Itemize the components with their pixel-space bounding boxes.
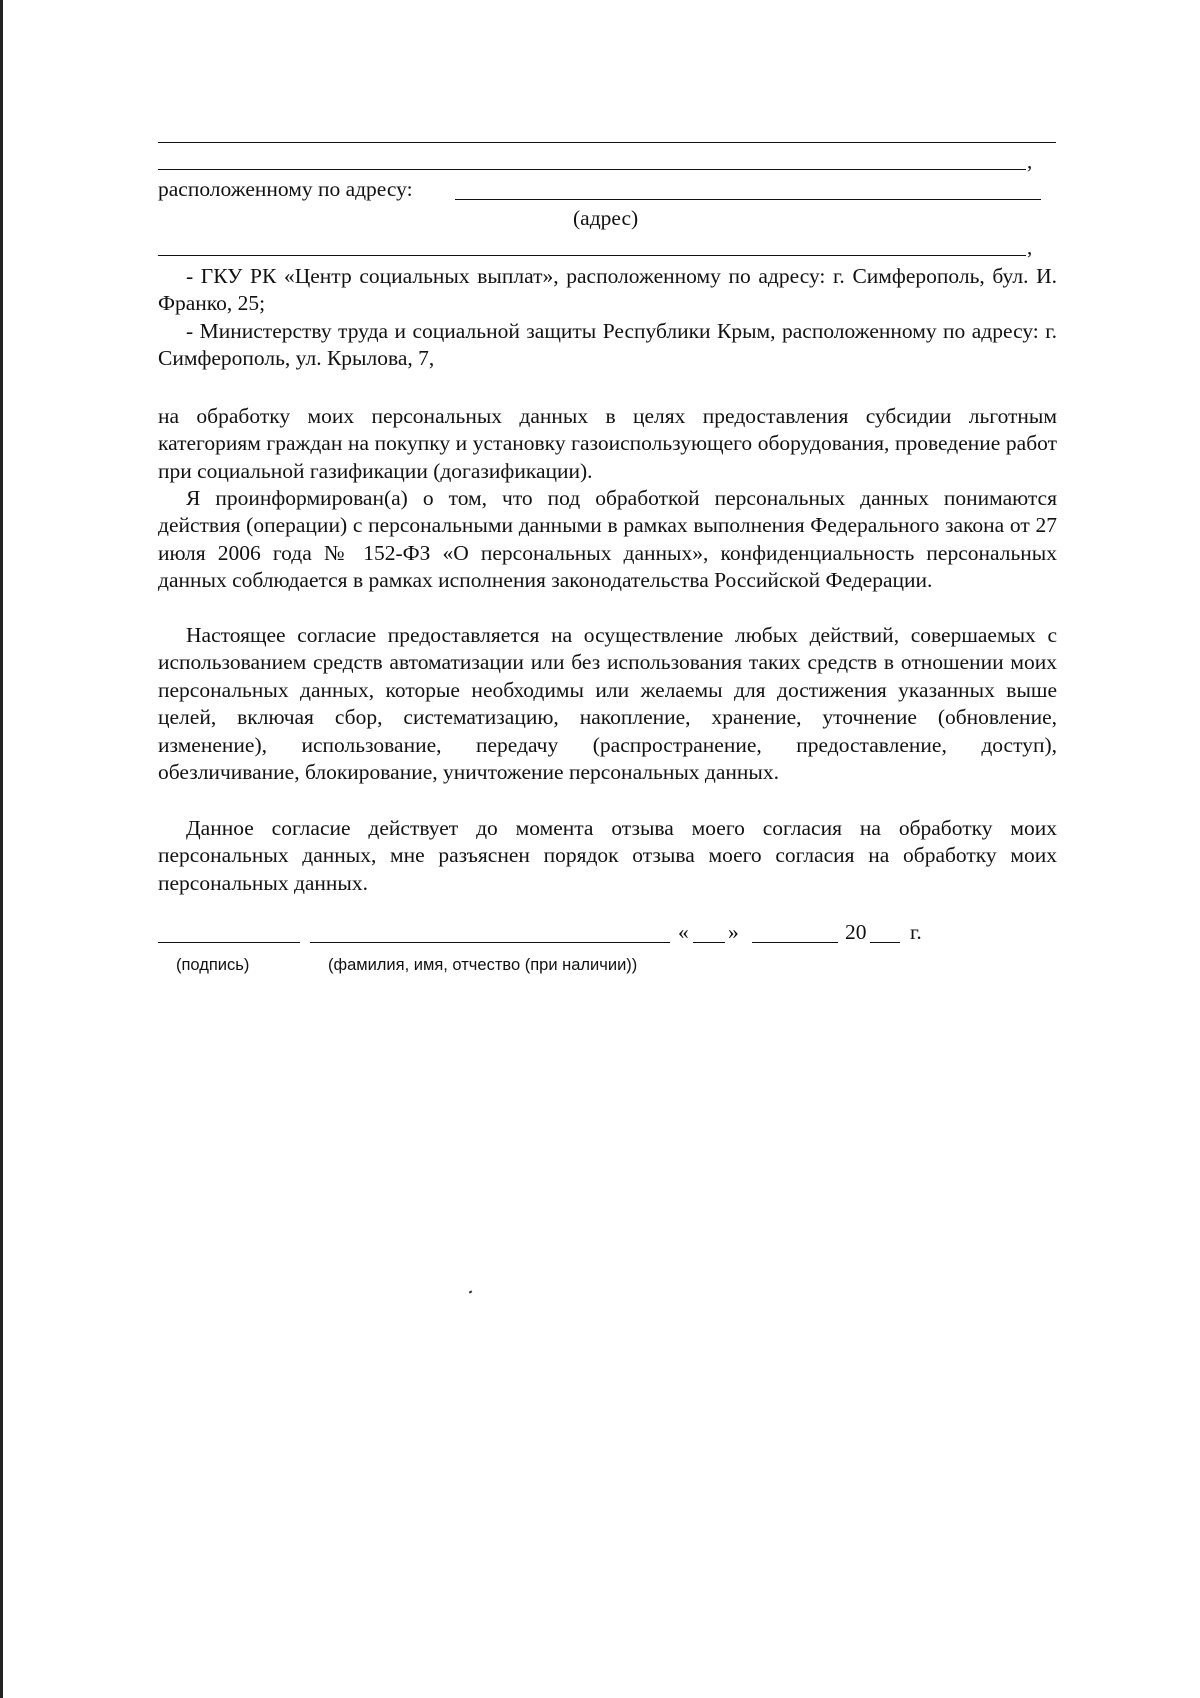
date-year-suffix: г. <box>910 920 922 944</box>
date-quote-close: » <box>728 920 739 944</box>
paragraph-purpose: на обработку моих персональных данных в целях предоставления субсидии льготным категориям граждан на покупку и установку газоиспользующего оборудования, проведение работ при социальной газификации (догазификации). <box>158 404 1057 483</box>
full-name-line[interactable] <box>310 942 670 943</box>
signature-caption: (подпись) <box>176 956 250 974</box>
recipient-ministry-labor: - Министерству труда и социальной защиты Республики Крым, расположенному по адресу: г. Симферополь, ул. Крылова, 7, <box>158 319 1057 371</box>
line-2-comma: , <box>1027 149 1033 173</box>
full-name-caption: (фамилия, имя, отчество (при наличии)) <box>328 956 638 974</box>
address-caption: (адрес) <box>573 206 639 230</box>
recipient-center-social-payments: - ГКУ РК «Центр социальных выплат», расположенному по адресу: г. Симферополь, бул. И. Франко, 25; <box>158 264 1057 316</box>
scan-left-edge <box>0 0 3 1698</box>
blank-line-1[interactable] <box>158 142 1056 143</box>
address-label: расположенному по адресу: <box>158 177 413 201</box>
scan-artifact <box>469 1290 473 1293</box>
date-day-line[interactable] <box>693 942 725 943</box>
line-3-comma: , <box>1027 235 1033 259</box>
date-month-line[interactable] <box>752 942 838 943</box>
blank-line-3[interactable] <box>158 255 1026 256</box>
signature-line[interactable] <box>158 942 300 943</box>
date-year-prefix: 20 <box>845 920 867 944</box>
address-input-line[interactable] <box>455 199 1041 200</box>
date-year-line[interactable] <box>870 942 900 943</box>
blank-line-2[interactable] <box>158 169 1026 170</box>
paragraph-informed: Я проинформирован(а) о том, что под обработкой персональных данных понимаются действия (операции) с персональными данными в рамках выполнения Федерального закона от 27 июля 2006 года № 152-ФЗ «О персональных данных», конфиденциальность персональных данных соблюдается в рамках исполнения законодательства Российской Федерации. <box>158 486 1057 593</box>
paragraph-validity: Данное согласие действует до момента отзыва моего согласия на обработку моих персональных данных, мне разъяснен порядок отзыва моего согласия на обработку моих персональных данных. <box>158 816 1057 895</box>
date-quote-open: « <box>678 920 689 944</box>
paragraph-consent-scope: Настоящее согласие предоставляется на осуществление любых действий, совершаемых с использованием средств автоматизации или без использования таких средств в отношении моих персональных данных, которые необходимы или желаемы для достижения указанных выше целей, включая сбор, систематизацию, накопление, хранение, уточнение (обновление, изменение), использование, передачу (распространение, предоставление, доступ), обезличивание, блокирование, уничтожение персональных данных. <box>158 623 1057 785</box>
